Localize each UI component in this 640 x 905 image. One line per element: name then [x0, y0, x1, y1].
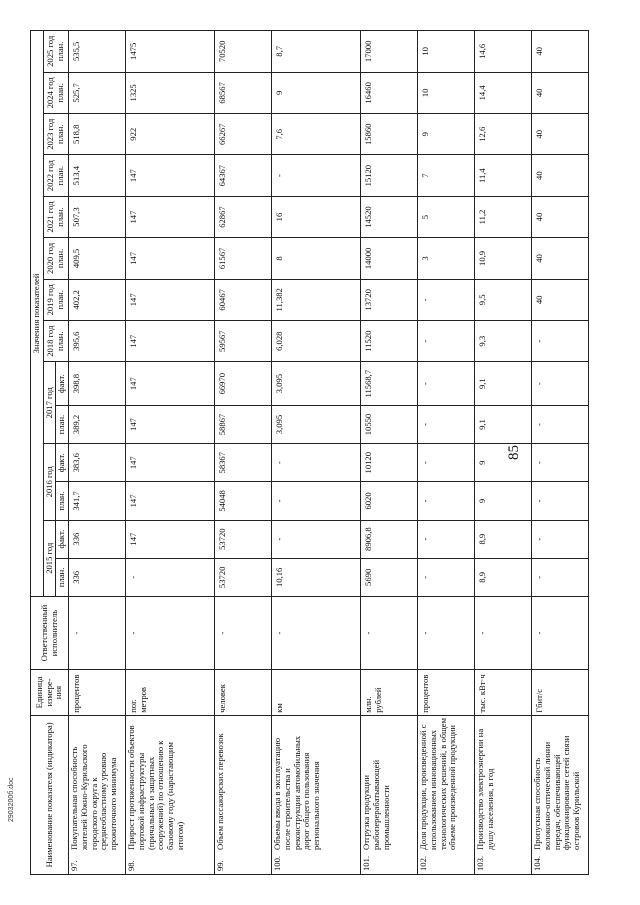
value-cell: 389,2 [69, 405, 126, 443]
row-number: 99. [215, 860, 226, 871]
value-cell: - [126, 558, 215, 596]
value-cell: 10 [418, 31, 475, 73]
unit-cell: пог. метров [126, 670, 215, 716]
value-cell: - [532, 362, 589, 406]
value-cell: 11,382 [272, 279, 361, 320]
value-cell: 40 [532, 279, 589, 320]
header-year-2016: 2016 год [43, 444, 56, 520]
value-cell: 513,4 [69, 155, 126, 196]
indicator-name: Покупательная способность жителей Южно-Курильского городского округа к среднеобластному уровню прожиточного минимума [69, 744, 118, 850]
row-number: 101. [361, 855, 372, 871]
header-year-2018: 2018 год план. [43, 321, 68, 362]
unit-cell: Гбит/с [532, 670, 589, 716]
value-cell: 15120 [361, 155, 418, 196]
value-cell: 11568,7 [361, 362, 418, 406]
value-cell: 66267 [215, 114, 272, 155]
value-cell: - [418, 405, 475, 443]
value-cell: 13720 [361, 279, 418, 320]
value-cell: 3,095 [272, 362, 361, 406]
value-cell: - [532, 558, 589, 596]
header-year-2023: 2023 год план. [43, 114, 68, 155]
table-row [361, 31, 418, 875]
value-cell: 147 [126, 362, 215, 406]
value-cell: 40 [532, 238, 589, 279]
unit-cell: км [272, 670, 361, 716]
indicator-name-cell [475, 715, 532, 874]
unit-cell: тыс. кВт·ч [475, 670, 532, 716]
value-cell: 9,5 [475, 279, 532, 320]
value-cell: - [418, 279, 475, 320]
value-cell: 8,7 [272, 31, 361, 73]
value-cell: 11520 [361, 321, 418, 362]
value-cell: - [418, 558, 475, 596]
row-number: 102. [418, 855, 429, 871]
table-row [418, 31, 475, 875]
value-cell: 507,3 [69, 196, 126, 237]
value-cell: 8906,8 [361, 520, 418, 558]
value-cell: - [418, 321, 475, 362]
value-cell: 11,2 [475, 196, 532, 237]
value-cell: - [418, 482, 475, 520]
value-cell: 341,7 [69, 482, 126, 520]
table-row [69, 31, 126, 875]
value-cell: 402,2 [69, 279, 126, 320]
value-cell: - [418, 362, 475, 406]
value-cell: 58367 [215, 444, 272, 482]
value-cell: - [532, 482, 589, 520]
executor-cell: - [475, 596, 532, 669]
value-cell: 8,9 [475, 558, 532, 596]
value-cell: 10,16 [272, 558, 361, 596]
value-cell: 147 [126, 482, 215, 520]
value-cell: 59567 [215, 321, 272, 362]
executor-cell: - [418, 596, 475, 669]
value-cell: 1325 [126, 72, 215, 113]
value-cell: 11,4 [475, 155, 532, 196]
indicator-name: Доля продукции, произведенной с использованием инновационных технологических решений, в общем объеме произведенной продукции [418, 717, 458, 850]
footer-filename: 2903200б.doc [8, 777, 15, 822]
value-cell: 3 [418, 238, 475, 279]
value-cell: 383,6 [69, 444, 126, 482]
header-year-2019: 2019 год план. [43, 279, 68, 320]
row-number: 103. [475, 855, 486, 871]
table-row [475, 31, 532, 875]
value-cell: 40 [532, 31, 589, 73]
value-cell: 8,9 [475, 520, 532, 558]
value-cell: - [532, 444, 589, 482]
value-cell: 40 [532, 114, 589, 155]
value-cell: 8 [272, 238, 361, 279]
value-cell: - [532, 405, 589, 443]
value-cell: 62867 [215, 196, 272, 237]
value-cell: 3,095 [272, 405, 361, 443]
header-fact: факт. [56, 362, 69, 406]
row-number: 98. [126, 860, 137, 871]
value-cell: 10,9 [475, 238, 532, 279]
value-cell: 336 [69, 520, 126, 558]
header-fact: факт. [56, 520, 69, 558]
value-cell: 10550 [361, 405, 418, 443]
value-cell: 336 [69, 558, 126, 596]
executor-cell: - [272, 596, 361, 669]
value-cell: 14,6 [475, 31, 532, 73]
value-cell: 398,8 [69, 362, 126, 406]
value-cell: 61567 [215, 238, 272, 279]
value-cell: - [418, 520, 475, 558]
value-cell: 147 [126, 238, 215, 279]
value-cell: 395,6 [69, 321, 126, 362]
table-row [532, 31, 589, 875]
value-cell: - [532, 321, 589, 362]
header-year-2015: 2015 год [43, 520, 56, 596]
value-cell: - [418, 444, 475, 482]
value-cell: 40 [532, 72, 589, 113]
executor-cell: - [361, 596, 418, 669]
value-cell: 147 [126, 279, 215, 320]
header-year-2022: 2022 год план. [43, 155, 68, 196]
header-executor: Ответственный исполнитель [31, 596, 69, 669]
value-cell: 10120 [361, 444, 418, 482]
value-cell: 17000 [361, 31, 418, 73]
executor-cell: - [215, 596, 272, 669]
table-row [126, 31, 215, 875]
row-number: 104. [532, 855, 543, 871]
header-name: Наименование показателя (индикатора) [31, 715, 69, 874]
executor-cell: - [69, 596, 126, 669]
value-cell: 9 [418, 114, 475, 155]
value-cell: 5 [418, 196, 475, 237]
value-cell: 7,6 [272, 114, 361, 155]
value-cell: 7 [418, 155, 475, 196]
value-cell: 9,3 [475, 321, 532, 362]
indicator-name: Объемы ввода в эксплуатацию после строительства и реконструкции автомобильных дорог общего пользования регионального значения [272, 735, 321, 850]
value-cell: 147 [126, 155, 215, 196]
row-number: 100. [272, 855, 283, 871]
indicator-name: Прирост протяженности объектов портовой инфраструктуры (причальных и защитных сооружений) по отношению к базовому году (нарастающим итогом) [126, 725, 185, 850]
value-cell: 60467 [215, 279, 272, 320]
unit-cell: млн. рублей [361, 670, 418, 716]
value-cell: 525,7 [69, 72, 126, 113]
executor-cell: - [126, 596, 215, 669]
value-cell: 6,028 [272, 321, 361, 362]
page-number: 85 [506, 445, 522, 460]
header-plan: план. [56, 405, 69, 443]
value-cell: 58867 [215, 405, 272, 443]
table-row [272, 31, 361, 875]
value-cell: 40 [532, 155, 589, 196]
value-cell: 147 [126, 405, 215, 443]
value-cell: - [272, 482, 361, 520]
header-plan: план. [56, 482, 69, 520]
value-cell: 54048 [215, 482, 272, 520]
value-cell: 147 [126, 321, 215, 362]
value-cell: 14,4 [475, 72, 532, 113]
value-cell: 1475 [126, 31, 215, 73]
header-plan: план. [56, 558, 69, 596]
indicator-name-cell [272, 715, 361, 874]
value-cell: 9 [475, 482, 532, 520]
value-cell: 66970 [215, 362, 272, 406]
value-cell: 16 [272, 196, 361, 237]
indicator-name-cell [69, 715, 126, 874]
value-cell: 15860 [361, 114, 418, 155]
value-cell: 9,1 [475, 405, 532, 443]
indicator-name-cell [215, 715, 272, 874]
value-cell: 40 [532, 196, 589, 237]
value-cell: 53720 [215, 558, 272, 596]
header-year-2024: 2024 год план. [43, 72, 68, 113]
unit-cell: процентов [418, 670, 475, 716]
value-cell: 14520 [361, 196, 418, 237]
header-fact: факт. [56, 444, 69, 482]
value-cell: - [272, 444, 361, 482]
value-cell: 6020 [361, 482, 418, 520]
value-cell: 518,8 [69, 114, 126, 155]
value-cell: 70520 [215, 31, 272, 73]
value-cell: 9,1 [475, 362, 532, 406]
value-cell: 53720 [215, 520, 272, 558]
value-cell: - [272, 520, 361, 558]
value-cell: - [272, 155, 361, 196]
indicator-name-cell [532, 715, 589, 874]
header-unit: Единица измере-ния [31, 670, 69, 716]
unit-cell: человек [215, 670, 272, 716]
value-cell: 147 [126, 196, 215, 237]
value-cell: 922 [126, 114, 215, 155]
value-cell: - [532, 520, 589, 558]
indicator-name: Производство электроэнергии на душу населения, в год [475, 728, 495, 850]
value-cell: 147 [126, 444, 215, 482]
indicator-name: Отгрузка продукции рыбоперерабатывающей промышленности [361, 759, 391, 850]
row-number: 97. [69, 860, 80, 871]
unit-cell: процентов [69, 670, 126, 716]
value-cell: 10 [418, 72, 475, 113]
indicator-name-cell [126, 715, 215, 874]
value-cell: 64367 [215, 155, 272, 196]
indicator-name: Объем пассажирских перевозок [215, 733, 226, 850]
value-cell: 5690 [361, 558, 418, 596]
value-cell: 16460 [361, 72, 418, 113]
indicator-name-cell [361, 715, 418, 874]
header-year-2021: 2021 год план. [43, 196, 68, 237]
value-cell: 14000 [361, 238, 418, 279]
header-year-2025: 2025 год план. [43, 31, 68, 73]
header-values: Значения показателей [31, 31, 44, 597]
value-cell: 535,5 [69, 31, 126, 73]
value-cell: 9 [475, 444, 532, 482]
value-cell: 147 [126, 520, 215, 558]
header-year-2017: 2017 год [43, 362, 56, 444]
value-cell: 9 [272, 72, 361, 113]
header-year-2020: 2020 год план. [43, 238, 68, 279]
value-cell: 68567 [215, 72, 272, 113]
indicator-name: Пропускная способность волоконно-оптической линии передач, обеспечивающей функционирование сетей связи островов Курильской [532, 735, 581, 850]
executor-cell: - [532, 596, 589, 669]
rotated-content [30, 30, 615, 875]
table-row [215, 31, 272, 875]
value-cell: 12,6 [475, 114, 532, 155]
value-cell: 409,5 [69, 238, 126, 279]
indicator-name-cell [418, 715, 475, 874]
